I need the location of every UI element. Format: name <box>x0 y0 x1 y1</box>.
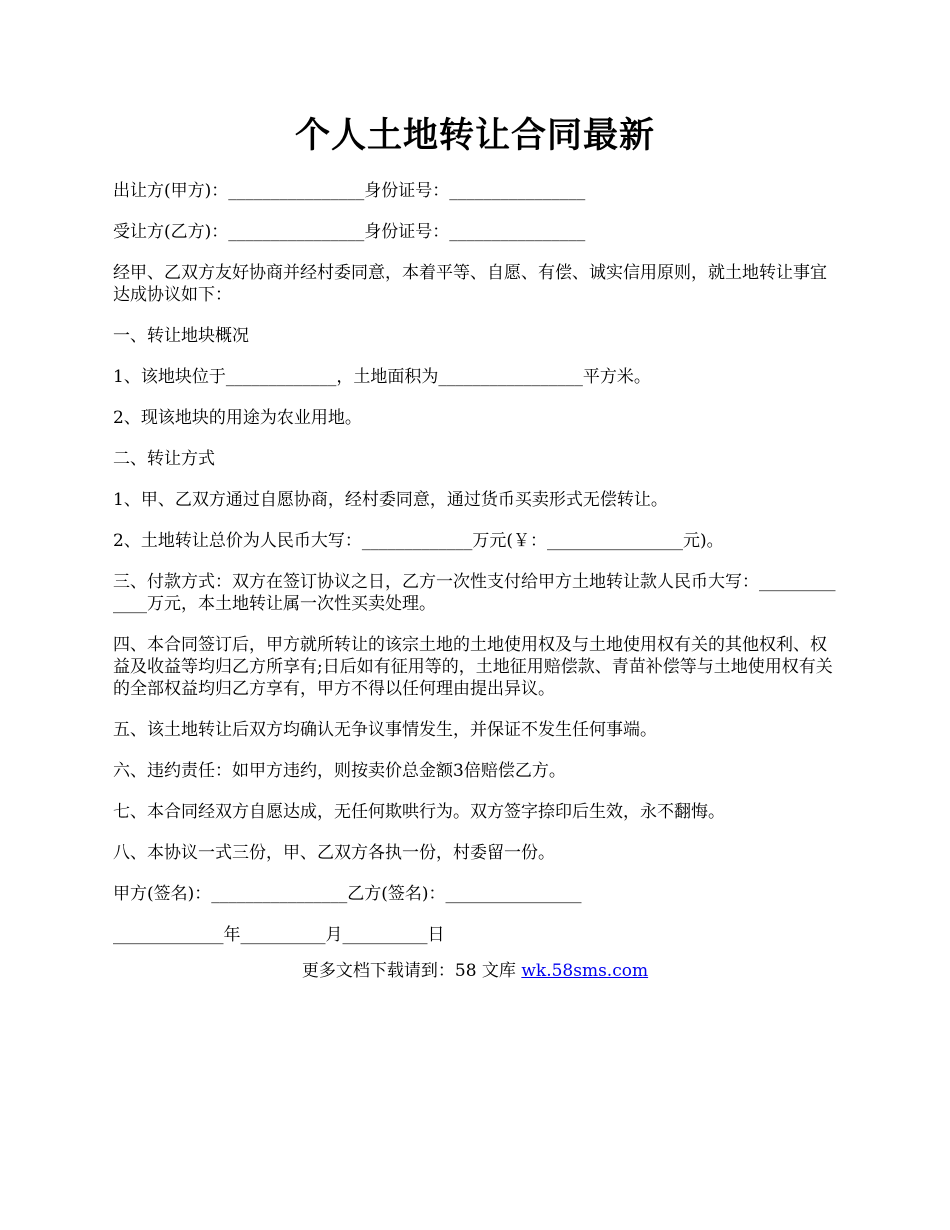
date-line: _____________年__________月__________日 <box>113 925 445 945</box>
clause-payment: 三、付款方式：双方在签订协议之日，乙方一次性支付给甲方土地转让款人民币大写：_____________万元，本土地转让属一次性买卖处理。 <box>113 572 836 614</box>
paragraph-transferor: 出让方(甲方)：________________身份证号：________________ <box>113 181 586 201</box>
clause-2-2: 2、土地转让总价为人民币大写：_____________万元(￥：________________元)。 <box>113 531 724 551</box>
clause-liability: 六、违约责任：如甲方违约，则按卖价总金额3倍赔偿乙方。 <box>113 761 566 781</box>
clause-voluntary: 七、本合同经双方自愿达成，无任何欺哄行为。双方签字捺印后生效，永不翻悔。 <box>113 802 725 822</box>
clause-2-1: 1、甲、乙双方通过自愿协商，经村委同意，通过货币买卖形式无偿转让。 <box>113 490 668 510</box>
document-title: 个人土地转让合同最新 <box>294 115 655 156</box>
clause-no-dispute: 五、该土地转让后双方均确认无争议事情发生，并保证不发生任何事端。 <box>113 720 657 740</box>
clause-1-1: 1、该地块位于_____________，土地面积为_________________平方米。 <box>113 367 651 387</box>
paragraph-preamble: 经甲、乙双方友好协商并经村委同意，本着平等、自愿、有偿、诚实信用原则，就土地转让事宜达成协议如下： <box>113 263 827 305</box>
footer-note <box>0 960 950 982</box>
clause-1-2: 2、现该地块的用途为农业用地。 <box>113 408 362 428</box>
paragraph-transferee: 受让方(乙方)：________________身份证号：________________ <box>113 222 586 242</box>
clause-rights: 四、本合同签订后，甲方就所转让的该宗土地的土地使用权及与土地使用权有关的其他权利、权益及收益等均归乙方所享有;日后如有征用等的，土地征用赔偿款、青苗补偿等与土地使用权有关的全部权益均归乙方享有，甲方不得以任何理由提出异议。 <box>113 635 833 699</box>
document-body <box>113 180 840 965</box>
footer-text: 更多文档下载请到：58 文库 <box>301 961 522 981</box>
section-heading-2: 二、转让方式 <box>113 449 215 469</box>
signature-line: 甲方(签名)：________________乙方(签名)：________________ <box>113 884 582 904</box>
section-heading-1: 一、转让地块概况 <box>113 326 249 346</box>
clause-copies: 八、本协议一式三份，甲、乙双方各执一份，村委留一份。 <box>113 843 555 863</box>
footer-link[interactable]: wk.58sms.com <box>521 961 649 981</box>
